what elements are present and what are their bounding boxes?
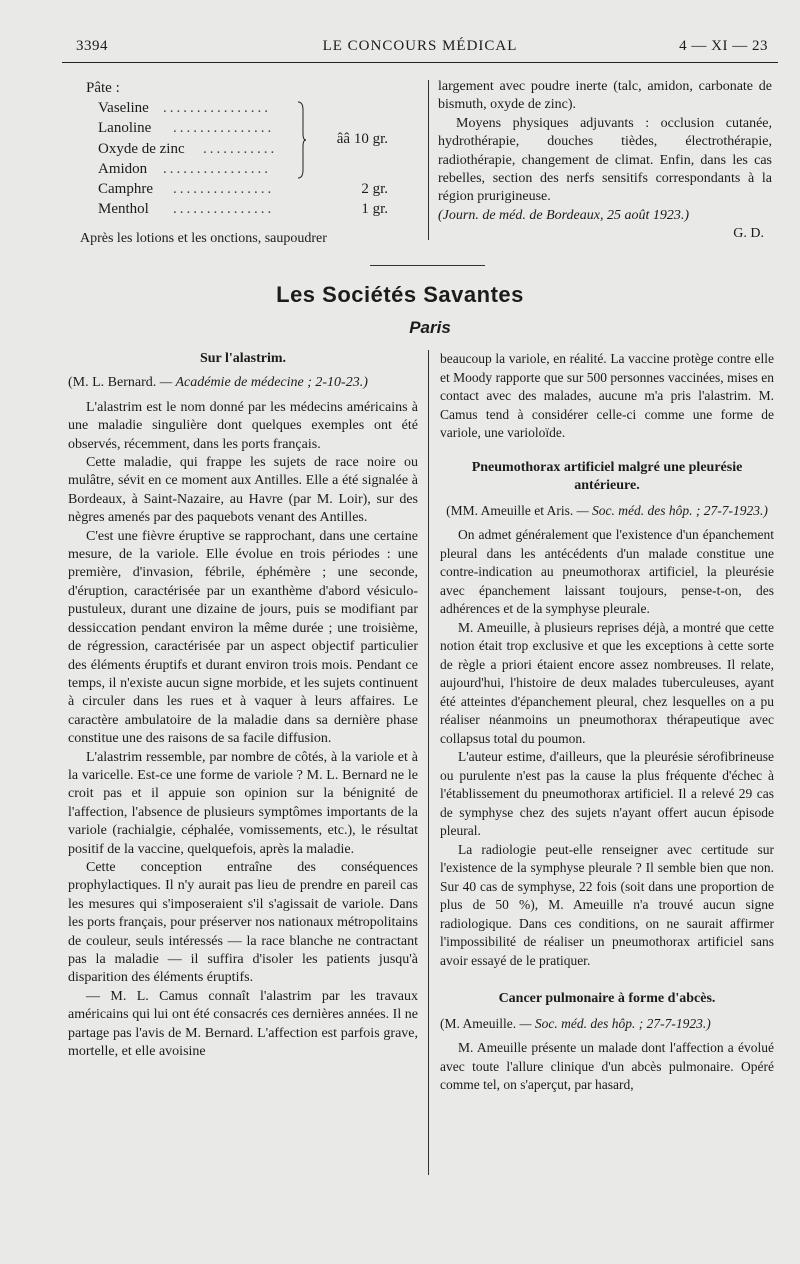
article-reference xyxy=(68,374,418,392)
journal-title: LE CONCOURS MÉDICAL xyxy=(322,38,518,54)
article-author: (M. Ameuille. xyxy=(440,1015,517,1031)
paragraph: Cette maladie, qui frappe les sujets de race noire ou mulâtre, sévit en ce moment aux Antilles. Elle a été signalée à Bordeaux, à Saint-Nazaire, au Havre (par M. Loir), sur des nègres amenés par des paquebots venant des Antilles. xyxy=(68,455,418,526)
issue-date: 4 — XI — 23 xyxy=(679,38,768,54)
source-citation: (Journ. de méd. de Bordeaux, 25 août 1923.) xyxy=(438,207,690,223)
paragraph: L'alastrim ressemble, par nombre de côtés, à la variole et à la varicelle. Est-ce une forme de variole ? M. L. Bernard ne le croit pas et il appuie son opinion sur la bénignité de l'affection, l'absence de plusieurs symptômes importants de la variole (rachialgie, céphalée, vomissements, etc.), le résultat positif de la vaccine, quelquefois, après la maladie. xyxy=(68,749,418,857)
recipe-item: Amidon xyxy=(98,160,148,177)
recipe-title: Pâte : xyxy=(86,80,120,96)
column-divider xyxy=(428,80,429,240)
recipe-block: Pâte : Vaseline ................ Lanoline ............... Oxyde de zinc ........... ââ 10 gr. Amidon ................ Camphre ............... 2 gr. Menthol ............... 1 gr. xyxy=(86,80,388,218)
article-author: (MM. Ameuille et Aris. xyxy=(446,502,574,518)
recipe-after-text: Après les lotions et les onctions, saupoudrer xyxy=(80,231,327,246)
article-source: — Soc. méd. des hôp. ; 27-7-1923.) xyxy=(576,502,768,518)
recipe-qty: ââ 10 gr. xyxy=(336,130,388,147)
brace-icon xyxy=(296,100,306,180)
article-source: — Académie de médecine ; 2-10-23.) xyxy=(159,375,368,391)
recipe-after xyxy=(80,230,420,248)
paragraph: Cette conception entraîne des conséquences prophylactiques. Il n'y aurait pas lieu de prendre en pareil cas les mesures qui s'imposeraient s'il s'agissait de variole. Dans les ports français, pour préserver nos nationaux métropolitains de couleur, seuls intéressés — la race blanche ne contractant pas la maladie — il suffira d'isoler les patients jusqu'à disparition des éléments éruptifs. xyxy=(68,859,418,986)
recipe-item: Lanoline xyxy=(98,120,152,137)
section-title: Les Sociétés Savantes xyxy=(276,282,524,307)
recipe-item: Oxyde de zinc xyxy=(98,140,185,157)
article-title: Pneumothorax artificiel malgré une pleurésie antérieure. xyxy=(471,459,743,493)
column-divider xyxy=(428,350,429,1175)
paragraph: La radiologie peut-elle renseigner avec certitude sur l'existence de la symphyse pleurale ? Il semble bien que non. Sur 40 cas de symphyse, 22 fois (soit dans une proportion de plus de 50 %), M. Ameuille n'a trouvé aucun signe radiologique. Dans ces conditions, on ne saurait affirmer l'impossibilité de réaliser un pneumothorax artificiel sans avoir essayé de le pratiquer. xyxy=(440,841,774,968)
paragraph: C'est une fièvre éruptive se rapprochant, dans une certaine mesure, de la variole. Elle évolue en trois périodes : une première, d'invasion, fébrile, éphémère ; une seconde, d'éruption, caractérisée par un exanthème d'abord vésiculo-pustuleux, durant une dizaine de jours, puis se modifiant par dessiccation pendant environ la même durée ; une troisième, de régression, caractérisée par un aspect objectif particulier des éléments éruptifs et durant environ trois mois. Pendant ce temps, il n'existe aucun signe morbide, et les sujets continuent à circuler dans les rues et à vaquer à leurs affaires. Le caractère ambulatoire de la maladie dans sa dernière phase constitue une des raisons de sa facile diffusion. xyxy=(68,528,418,747)
paragraph: — M. L. Camus connaît l'alastrim par les travaux américains qui lui ont été consacrés ces dernières années. Il ne partage pas l'avis de M. Bernard. L'affection est parfois grave, mortelle, et elle avoisine xyxy=(68,988,418,1060)
right-column xyxy=(440,350,774,1095)
separator xyxy=(370,265,485,266)
top-right-column xyxy=(438,78,772,244)
article-reference xyxy=(440,1015,774,1034)
recipe-item: Camphre xyxy=(98,180,153,197)
paragraph: On admet généralement que l'existence d'un épanchement pleural dans les antécédents d'un malade constitue une contre-indication au pneumothorax artificiel, la pleurésie avec épanchement laissant toujours, pense-t-on, des adhérences et de la symphyse pleurale. xyxy=(440,527,774,616)
paragraph: L'alastrim est le nom donné par les médecins américains à une maladie singulière dont quelques exemples ont été observés, récemment, dans les ports français. xyxy=(68,399,418,452)
paragraph: largement avec poudre inerte (talc, amidon, carbonate de bismuth, oxyde de zinc). xyxy=(438,79,772,113)
article-reference xyxy=(440,502,774,521)
page-number: 3394 xyxy=(76,38,108,54)
article-title: Cancer pulmonaire à forme d'abcès. xyxy=(498,991,716,1006)
paragraph: beaucoup la variole, en réalité. La vaccine protège contre elle et Moody rapporte que sur 500 personnes vaccinées, mises en contact avec des malades, aucune m'a pris l'alastrim. M. Camus tend à considérer celle-ci comme une forme de variole, une varioloïde. xyxy=(440,351,774,440)
paragraph: M. Ameuille, à plusieurs reprises déjà, a montré que cette notion était trop exclusive et que les exceptions à cette sorte de règle a priori étaient encore assez nombreuses. Il relate, aujourd'hui, l'histoire de deux malades tuberculeuses, ayant été atteintes d'épanchement pleural, chez lesquelles on a pu réaliser néanmoins un pneumothorax thérapeutique avec collapsus total du poumon. xyxy=(440,619,774,746)
paragraph: L'auteur estime, d'ailleurs, que la pleurésie sérofibrineuse ou purulente n'est pas la cause la plus fréquente d'échec à l'établissement du pneumothorax artificiel. Il a relevé 29 cas de symphyse chez des sujets n'ayant offert aucun épisode pleural. xyxy=(440,749,774,838)
recipe-item: Vaseline xyxy=(98,100,149,117)
recipe-qty: 2 gr. xyxy=(361,180,388,197)
article-author: (M. L. Bernard. xyxy=(68,375,157,391)
recipe-qty: 1 gr. xyxy=(361,201,388,218)
recipe-item: Menthol xyxy=(98,201,149,218)
paragraph: Moyens physiques adjuvants : occlusion cutanée, hydrothérapie, douches tièdes, électrothérapie, radiothérapie, changement de climat. Enfin, dans les cas rebelles, section des nerfs sensitifs correspondants à la région prurigineuse. xyxy=(438,115,772,205)
section-city: Paris xyxy=(409,318,451,337)
left-column xyxy=(68,350,418,1061)
signature: G. D. xyxy=(733,226,764,242)
paragraph: M. Ameuille présente un malade dont l'affection a évolué avec toute l'allure clinique d'un abcès pulmonaire. Opéré comme tel, on s'aperçut, par hasard, xyxy=(440,1040,774,1092)
article-title: Sur l'alastrim. xyxy=(199,351,287,366)
running-header xyxy=(62,34,778,63)
article-source: — Soc. méd. des hôp. ; 27-7-1923.) xyxy=(519,1015,711,1031)
